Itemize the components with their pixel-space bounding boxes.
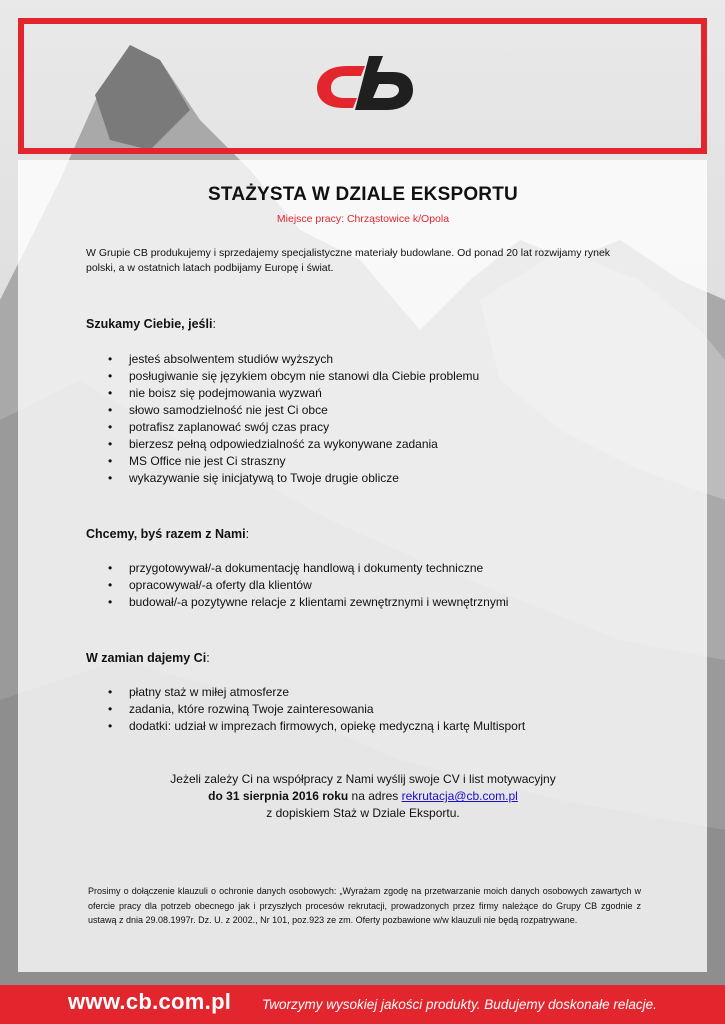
section-heading-duties: Chcemy, byś razem z Nami:	[86, 526, 250, 541]
job-offer-content	[86, 180, 640, 928]
list-item: • dodatki: udział w imprezach firmowych, opiekę medyczną i kartę Multisport	[108, 718, 640, 735]
duties-list	[108, 560, 640, 611]
list-item: • słowo samodzielność nie jest Ci obce	[108, 402, 640, 419]
cta-note: z dopiskiem Staż w Dziale Eksportu.	[266, 806, 460, 821]
list-item: • posługiwanie się językiem obcym nie stanowi dla Ciebie problemu	[108, 368, 640, 385]
footer-slogan: Tworzymy wysokiej jakości produkty. Budujemy doskonałe relacje.	[262, 997, 657, 1012]
deadline: do 31 sierpnia 2016 roku	[208, 789, 349, 804]
data-protection-clause: Prosimy o dołączenie klauzuli o ochronie danych osobowych: „Wyrażam zgodę na przetwarzanie moich danych osobowych zawartych w ofercie pracy dla potrzeb obecnego jak i przyszłych procesów rekrutacji, prowadzonych przez firmy należące do Grupy CB zgodnie z ustawą z dnia 29.08.1997r. Dz. U. z 2002., Nr 101, poz.923 ze zm. Oferty pozbawione w/w klauzuli nie będą rozpatrywane.	[88, 886, 641, 926]
footer-website-link[interactable]: www.cb.com.pl	[68, 989, 232, 1014]
job-title: STAŻYSTA W DZIALE EKSPORTU	[208, 184, 518, 205]
job-location: Miejsce pracy: Chrząstowice k/Opola	[276, 213, 450, 226]
section-heading-benefits: W zamian dajemy Ci:	[86, 650, 210, 665]
requirements-list	[108, 351, 640, 487]
cta-line: Jeżeli zależy Ci na współpracy z Nami wyślij swoje CV i list motywacyjny	[170, 772, 556, 787]
list-item: • budował/-a pozytywne relacje z klientami zewnętrznymi i wewnętrznymi	[108, 594, 640, 611]
list-item: • MS Office nie jest Ci straszny	[108, 453, 640, 470]
company-intro: W Grupie CB produkujemy i sprzedajemy specjalistyczne materiały budowlane. Od ponad 20 lat rozwijamy rynek polski, a w ostatnich latach podbijamy Europę i świat.	[86, 246, 611, 275]
list-item: • jesteś absolwentem studiów wyższych	[108, 351, 640, 368]
footer-bar	[0, 985, 725, 1024]
list-item: • opracowywał/-a oferty dla klientów	[108, 577, 640, 594]
section-heading-requirements: Szukamy Ciebie, jeśli:	[86, 317, 216, 332]
list-item: • płatny staż w miłej atmosferze	[108, 684, 640, 701]
list-item: • wykazywanie się inicjatywą to Twoje drugie oblicze	[108, 470, 640, 487]
cta-deadline-line	[86, 788, 640, 805]
email-link[interactable]: rekrutacja@cb.com.pl	[401, 789, 518, 804]
list-item: • przygotowywał/-a dokumentację handlową i dokumenty techniczne	[108, 560, 640, 577]
cb-logo	[313, 52, 417, 118]
list-item: • nie boisz się podejmowania wyzwań	[108, 385, 640, 402]
list-item: • bierzesz pełną odpowiedzialność za wykonywane zadania	[108, 436, 640, 453]
address-prefix: na adres	[348, 789, 402, 804]
application-instructions	[86, 771, 640, 822]
list-item: • zadania, które rozwiną Twoje zainteresowania	[108, 701, 640, 718]
list-item: • potrafisz zaplanować swój czas pracy	[108, 419, 640, 436]
benefits-list	[108, 684, 640, 735]
